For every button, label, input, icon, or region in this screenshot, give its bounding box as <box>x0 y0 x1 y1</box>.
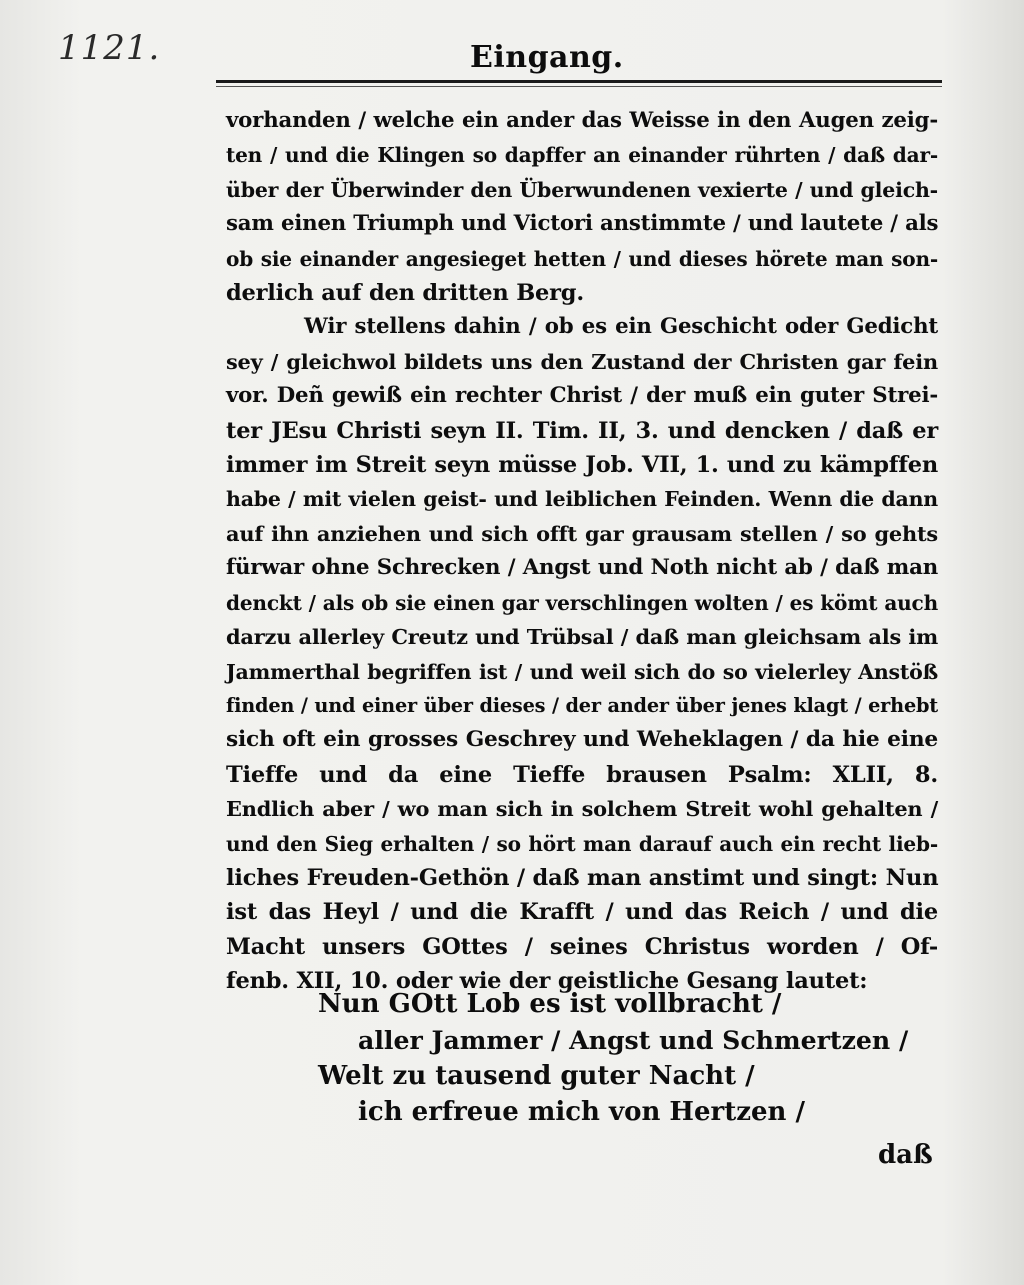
text-line: derlich auf den dritten Berg. <box>226 280 584 307</box>
header-rule <box>216 80 942 83</box>
text-line: fenb. XII, 10. oder wie der geistliche Gesang lautet: <box>226 968 868 995</box>
verse-line: ich erfreue mich von Hertzen / <box>358 1097 805 1127</box>
text-line: ter JEsu Christi seyn II. Tim. II, 3. und dencken / daß er <box>226 417 938 444</box>
text-line: sich oft ein grosses Geschrey und Weheklagen / da hie eine <box>226 727 938 753</box>
text-line: sam einen Triumph und Victori anstimmte / und lautete / als <box>226 211 939 237</box>
text-line: und den Sieg erhalten / so hört man darauf auch ein recht lieb- <box>226 831 938 856</box>
text-line: vor. Deñ gewiß ein rechter Christ / der muß ein guter Strei- <box>226 383 938 409</box>
text-line: ten / und die Klingen so dapffer an einander rührten / daß dar- <box>226 143 938 168</box>
body-text <box>226 104 938 999</box>
catchword: daß <box>878 1140 933 1170</box>
text-line: liches Freuden-Gethön / daß man anstimt und singt: Nun <box>226 864 939 891</box>
text-line: denckt / als ob sie einen gar verschlingen wolten / es kömt auch <box>226 590 938 615</box>
handwritten-shelfmark: 1121. <box>58 28 161 68</box>
running-head: Eingang. <box>470 40 624 75</box>
text-line: fürwar ohne Schrecken / Angst und Noth nicht ab / daß man <box>226 555 938 581</box>
text-line: sey / gleichwol bildets uns den Zustand der Christen gar fein <box>226 348 938 374</box>
text-line: darzu allerley Creutz und Trübsal / daß man gleichsam als im <box>226 624 938 650</box>
hymn-verse <box>310 986 910 1130</box>
header-rule-thin <box>216 86 942 87</box>
text-line: Macht unsers GOttes / seines Christus worden / Of- <box>226 933 938 960</box>
text-line: Tieffe und da eine Tieffe brausen Psalm: XLII, 8. <box>226 761 938 788</box>
text-line: Endlich aber / wo man sich in solchem Streit wohl gehalten / <box>226 796 938 822</box>
text-line: ist das Heyl / und die Krafft / und das Reich / und die <box>226 899 938 926</box>
text-line: Jammerthal begriffen ist / und weil sich do so vielerley Anstöß <box>226 659 938 684</box>
verse-line: Nun GOtt Lob es ist vollbracht / <box>318 989 782 1019</box>
text-line: habe / mit vielen geist- und leiblichen Feinden. Wenn die dann <box>226 487 938 512</box>
verse-line: aller Jammer / Angst und Schmertzen / <box>358 1025 909 1055</box>
verse-line: Welt zu tausend guter Nacht / <box>318 1061 755 1091</box>
text-line: immer im Streit seyn müsse Job. VII, 1. und zu kämpffen <box>226 452 938 479</box>
text-line: über der Überwinder den Überwundenen vexierte / und gleich- <box>226 177 938 202</box>
paragraph-start-line: Wir stellens dahin / ob es ein Geschicht oder Gedicht <box>304 314 938 340</box>
bleed-through-mark <box>40 820 160 940</box>
text-line: auf ihn anziehen und sich offt gar grausam stellen / so gehts <box>226 520 938 546</box>
text-line: vorhanden / welche ein ander das Weisse in den Augen zeig- <box>226 108 938 133</box>
text-line: finden / und einer über dieses / der ander über jenes klagt / erhebt <box>226 693 938 717</box>
text-line: ob sie einander angesieget hetten / und dieses hörete man son- <box>226 246 938 271</box>
